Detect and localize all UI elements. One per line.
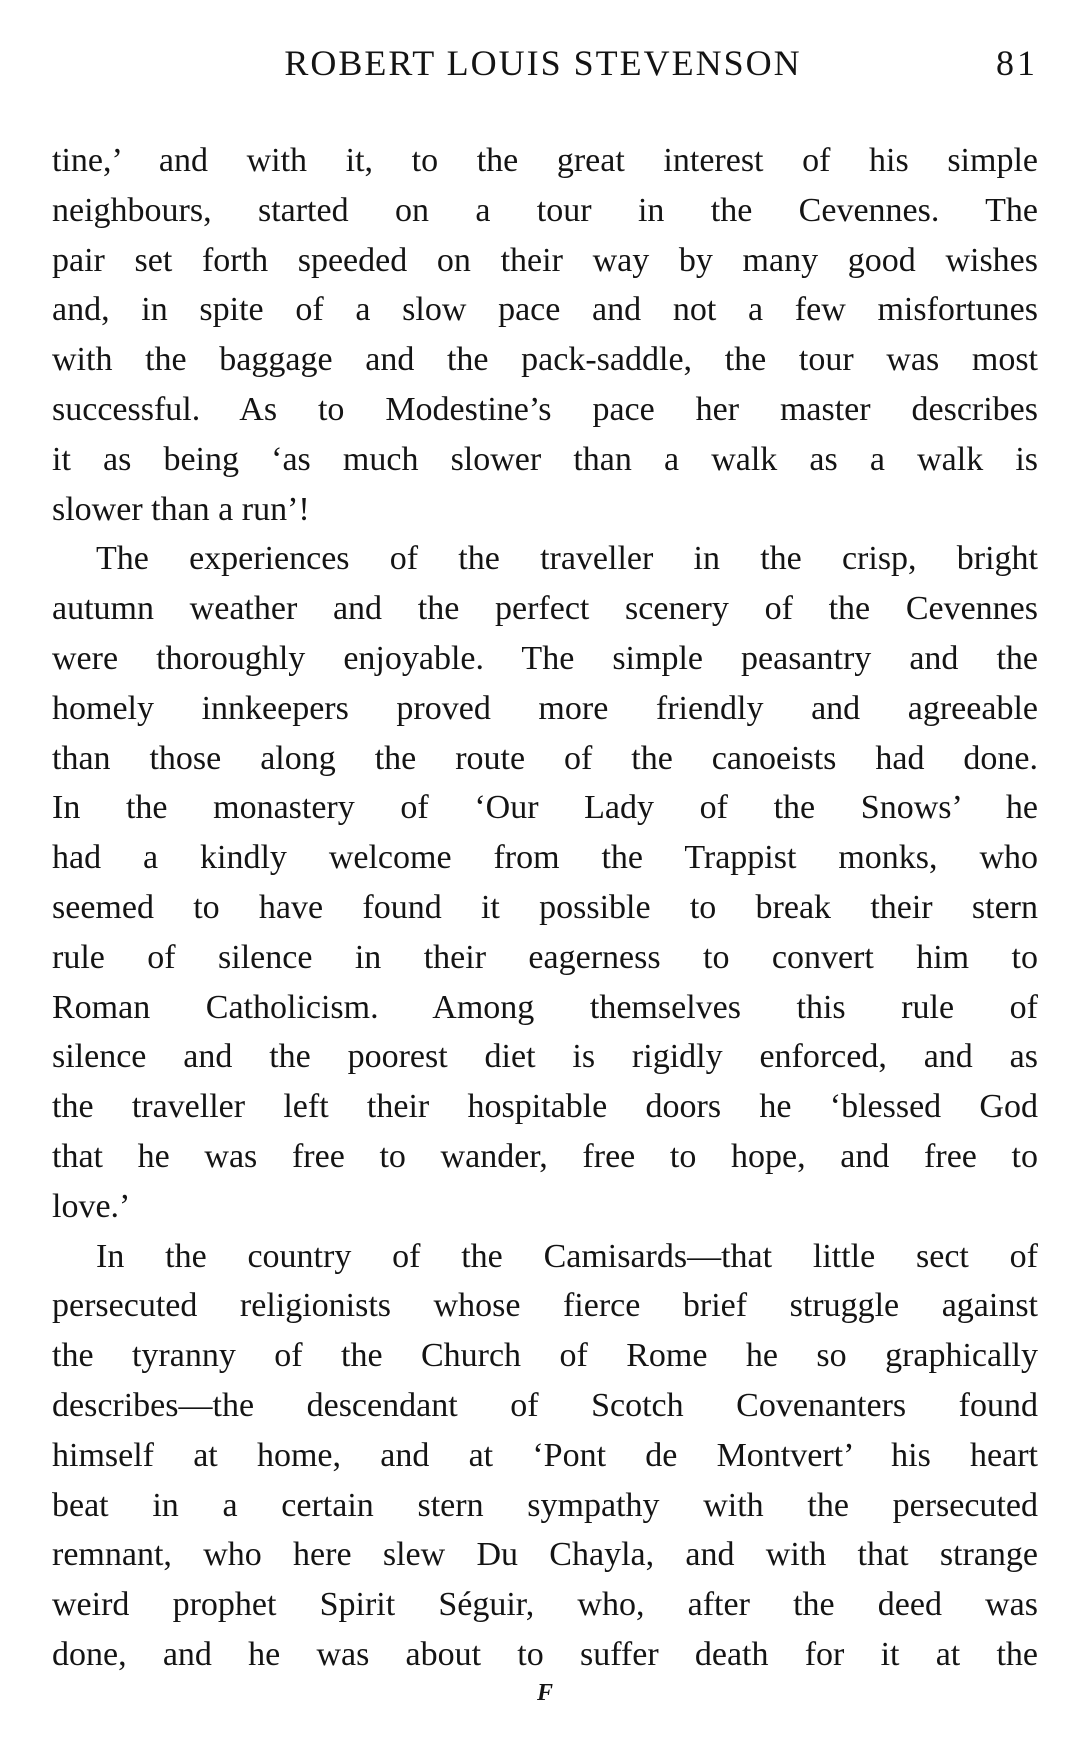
text-line: slower than a run’! xyxy=(52,490,310,528)
text-line: it as being ‘as much slower than a walk as a walk is xyxy=(52,440,1038,478)
text-line: love.’ xyxy=(52,1187,131,1225)
text-line: silence and the poorest diet is rigidly enforced, and as xyxy=(52,1038,1038,1076)
text-line: The experiences of the traveller in the crisp, bright xyxy=(96,540,1038,578)
text-line: himself at home, and at ‘Pont de Montvert’ his heart xyxy=(52,1436,1038,1474)
text-line: weird prophet Spirit Séguir, who, after the deed was xyxy=(52,1586,1038,1624)
text-line: homely innkeepers proved more friendly and agreeable xyxy=(52,689,1038,727)
body-text xyxy=(52,136,1038,1680)
text-line: and, in spite of a slow pace and not a few misfortunes xyxy=(52,291,1038,329)
text-line: that he was free to wander, free to hope, and free to xyxy=(52,1137,1038,1175)
text-line: had a kindly welcome from the Trappist monks, who xyxy=(52,839,1038,877)
text-line: remnant, who here slew Du Chayla, and with that strange xyxy=(52,1536,1038,1574)
signature-mark: F xyxy=(536,1680,553,1706)
running-title: ROBERT LOUIS STEVENSON xyxy=(284,43,802,83)
text-line: In the monastery of ‘Our Lady of the Snows’ he xyxy=(52,789,1038,827)
text-line: pair set forth speeded on their way by many good wishes xyxy=(52,241,1038,279)
paragraph-3 xyxy=(52,1232,1038,1680)
text-line: successful. As to Modestine’s pace her master describes xyxy=(52,390,1038,428)
text-line: were thoroughly enjoyable. The simple peasantry and the xyxy=(52,639,1038,677)
text-line: In the country of the Camisards—that little sect of xyxy=(96,1237,1038,1275)
page-header xyxy=(48,40,1038,86)
text-line: beat in a certain stern sympathy with the persecuted xyxy=(52,1486,1038,1524)
text-line: than those along the route of the canoeists had done. xyxy=(52,739,1038,777)
paragraph-2 xyxy=(52,534,1038,1231)
text-line: persecuted religionists whose fierce brief struggle against xyxy=(52,1287,1038,1325)
text-line: rule of silence in their eagerness to convert him to xyxy=(52,938,1038,976)
text-line: autumn weather and the perfect scenery of the Cevennes xyxy=(52,590,1038,628)
text-line: tine,’ and with it, to the great interest of his simple xyxy=(52,142,1038,179)
text-line: the traveller left their hospitable doors he ‘blessed God xyxy=(52,1088,1038,1126)
page-number: 81 xyxy=(996,43,1038,83)
text-line: with the baggage and the pack-saddle, the tour was most xyxy=(52,341,1038,379)
text-line: neighbours, started on a tour in the Cevennes. The xyxy=(52,191,1038,229)
text-line: done, and he was about to suffer death for it at the xyxy=(52,1635,1038,1673)
paragraph-1 xyxy=(52,136,1038,534)
text-line: seemed to have found it possible to break their stern xyxy=(52,888,1038,926)
text-line: Roman Catholicism. Among themselves this rule of xyxy=(52,988,1038,1026)
text-line: the tyranny of the Church of Rome he so graphically xyxy=(52,1337,1038,1375)
text-line: describes—the descendant of Scotch Covenanters found xyxy=(52,1386,1038,1424)
